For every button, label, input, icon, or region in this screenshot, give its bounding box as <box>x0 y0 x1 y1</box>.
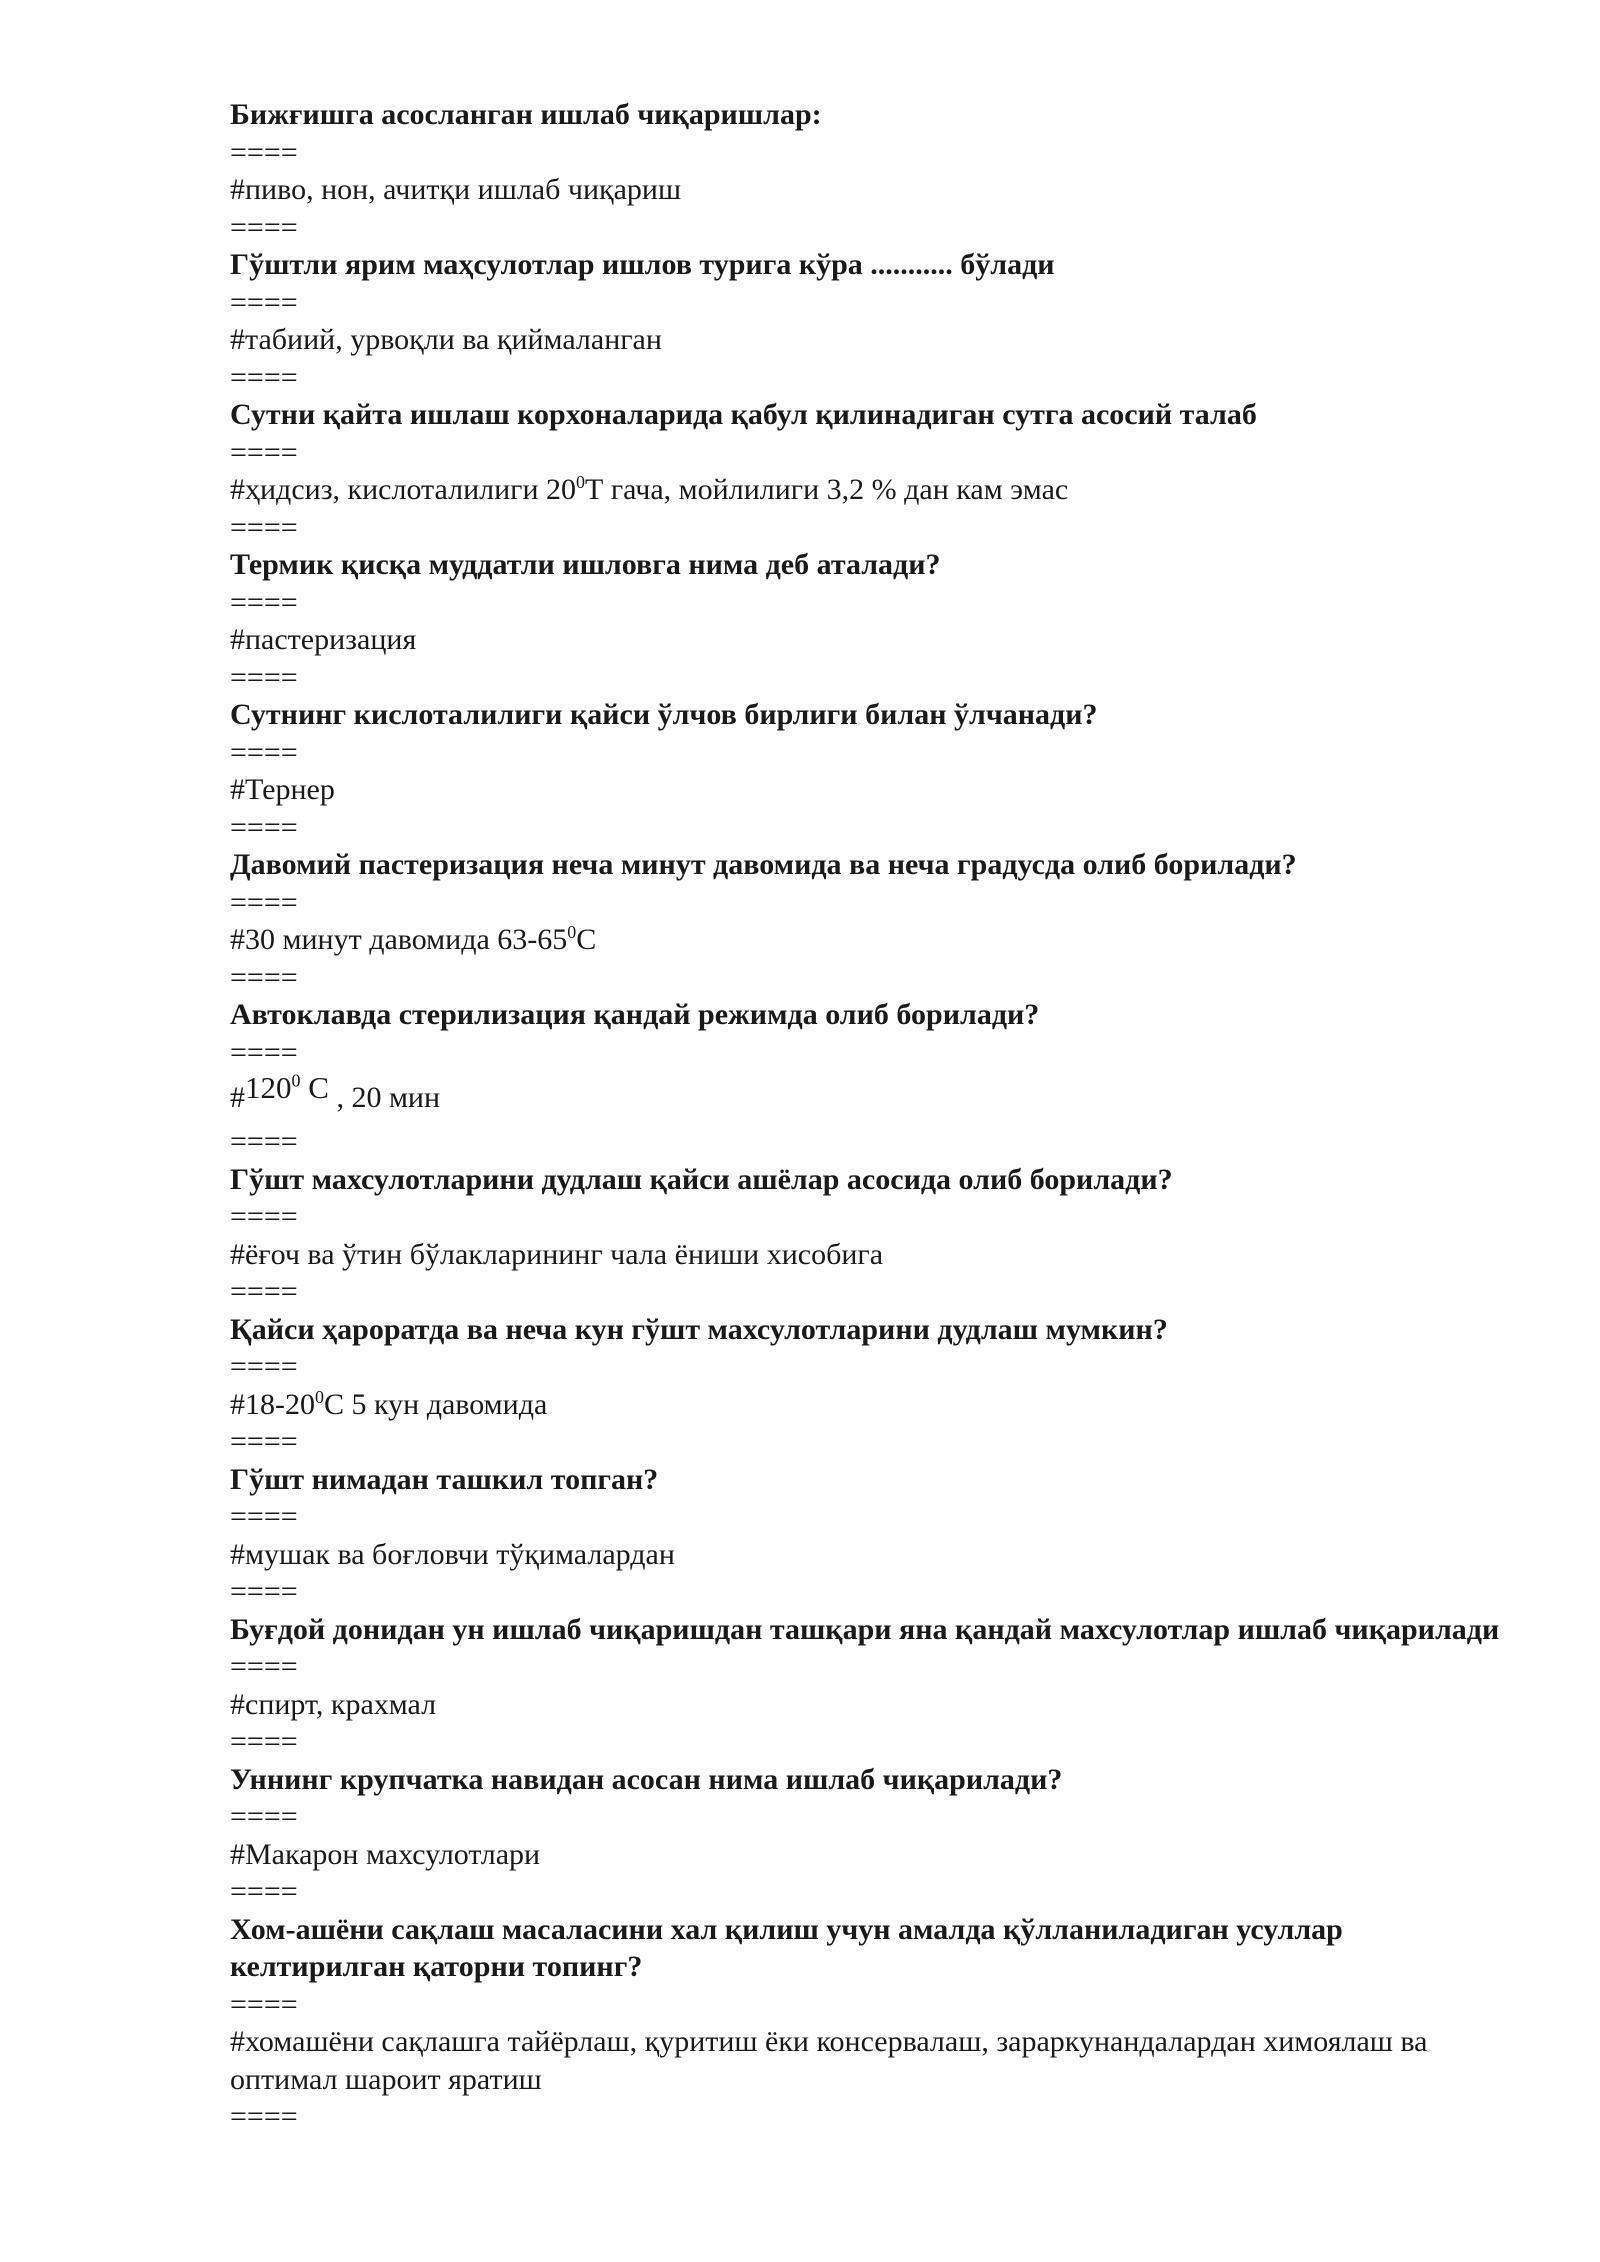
separator: ==== <box>230 1425 298 1458</box>
separator: ==== <box>230 360 298 394</box>
separator: ==== <box>230 810 298 844</box>
answer-text-part: #ҳидсиз, кислоталилиги 20 <box>230 473 577 506</box>
separator: ==== <box>230 1987 298 2021</box>
answer-text <box>230 1071 1510 1123</box>
qa-item <box>230 546 1510 696</box>
question-text: Буғдой донидан ун ишлаб чиқаришдан ташқари яна қандай махсулотлар ишлаб чиқарилади <box>230 1612 1500 1646</box>
separator: ==== <box>230 885 298 919</box>
question-text: Термик қисқа муддатли ишловга нима деб аталади? <box>230 548 941 581</box>
question-text: Автоклавда стерилизация қандай режимда олиб борилади? <box>230 998 1040 1031</box>
separator: ==== <box>230 1275 298 1308</box>
answer-text: #пиво, нон, ачитқи ишлаб чиқариш <box>230 173 682 206</box>
question-text: Гўшт нимадан ташкил топган? <box>230 1462 659 1496</box>
qa-item <box>230 1911 1510 2136</box>
question-text: Гўштли ярим маҳсулотлар ишлов турига кўра ........... бўлади <box>230 248 1055 281</box>
degree-superscript: 0 <box>315 1386 324 1407</box>
separator: ==== <box>230 1800 298 1833</box>
temperature-value: $120^0$ С <box>245 1070 329 1105</box>
answer-text <box>230 921 1510 959</box>
answer-text <box>230 1386 1510 1424</box>
qa-item <box>230 246 1510 396</box>
answer-text-part: Т гача, мойлилиги 3,2 % дан кам эмас <box>585 473 1069 506</box>
separator: ==== <box>230 135 298 169</box>
answer-text: #спирт, крахмал <box>230 1687 437 1721</box>
answer-text: #пастеризация <box>230 623 417 656</box>
separator: ==== <box>230 1650 298 1683</box>
separator: ==== <box>230 435 298 469</box>
question-text: Сутнинг кислоталилиги қайси ўлчов бирлиги билан ўлчанади? <box>230 698 1098 731</box>
answer-text-part: , 20 мин <box>328 1081 441 1114</box>
qa-item <box>230 1311 1510 1461</box>
answer-text-part: С 5 кун давомида <box>324 1387 548 1421</box>
separator: ==== <box>230 285 298 319</box>
answer-text-part: # <box>230 1081 245 1114</box>
qa-item <box>230 1161 1510 1311</box>
separator: ==== <box>230 735 298 769</box>
separator: ==== <box>230 1200 298 1233</box>
answer-text-part: #30 минут давомида 63-65 <box>230 923 568 956</box>
document-page <box>230 96 1510 2136</box>
answer-text-part: #18-20 <box>230 1387 315 1421</box>
separator: ==== <box>230 1035 298 1069</box>
degree-superscript: 0 <box>567 922 577 942</box>
degree-superscript: 0 <box>291 1070 301 1091</box>
separator: ==== <box>230 585 298 619</box>
qa-item <box>230 396 1510 546</box>
answer-text-part: С <box>576 923 597 956</box>
separator: ==== <box>230 1575 298 1608</box>
answer-text: #Макарон махсулотлари <box>230 1837 541 1871</box>
answer-text: #хомашёни сақлашга тайёрлаш, қуритиш ёки консервалаш, зараркунандалардан химоялаш ва оптимал шароит яратиш <box>230 2025 1428 2096</box>
separator: ==== <box>230 510 298 544</box>
separator: ==== <box>230 660 298 694</box>
qa-item <box>230 1611 1510 1761</box>
qa-item <box>230 1761 1510 1911</box>
question-text: Давомий пастеризация неча минут давомида ва неча градусда олиб борилади? <box>230 848 1297 881</box>
degree-superscript: 0 <box>576 472 586 492</box>
separator: ==== <box>230 960 298 994</box>
answer-text: #ёғоч ва ўтин бўлакларининг чала ёниши хисобига <box>230 1237 884 1271</box>
separator: ==== <box>230 1125 298 1158</box>
separator: ==== <box>230 2100 298 2133</box>
qa-item <box>230 1461 1510 1611</box>
separator: ==== <box>230 1725 298 1758</box>
answer-text <box>230 471 1510 509</box>
answer-text: #табиий, урвоқли ва қиймаланган <box>230 323 662 356</box>
qa-item <box>230 996 1510 1161</box>
question-text: Сутни қайта ишлаш корхоналарида қабул қилинадиган сутга асосий талаб <box>230 398 1257 431</box>
answer-text: #мушак ва боғловчи тўқималардан <box>230 1537 675 1571</box>
question-text: Қайси ҳароратда ва неча кун гўшт махсулотларини дудлаш мумкин? <box>230 1312 1168 1346</box>
qa-item <box>230 696 1510 846</box>
question-text: Гўшт махсулотларини дудлаш қайси ашёлар асосида олиб борилади? <box>230 1162 1173 1196</box>
question-text: Бижғишга асосланган ишлаб чиқаришлар: <box>230 98 822 131</box>
answer-text: #Тернер <box>230 773 335 806</box>
qa-item <box>230 96 1510 246</box>
separator: ==== <box>230 1875 298 1908</box>
qa-item <box>230 846 1510 996</box>
separator: ==== <box>230 1350 298 1383</box>
question-text: Хом-ашёни сақлаш масаласини хал қилиш учун амалда қўлланиладиган усуллар келтирилган қаторни топинг? <box>230 1912 1343 1983</box>
question-text: Уннинг крупчатка навидан асосан нима ишлаб чиқарилади? <box>230 1762 1063 1796</box>
separator: ==== <box>230 210 298 244</box>
separator: ==== <box>230 1500 298 1533</box>
